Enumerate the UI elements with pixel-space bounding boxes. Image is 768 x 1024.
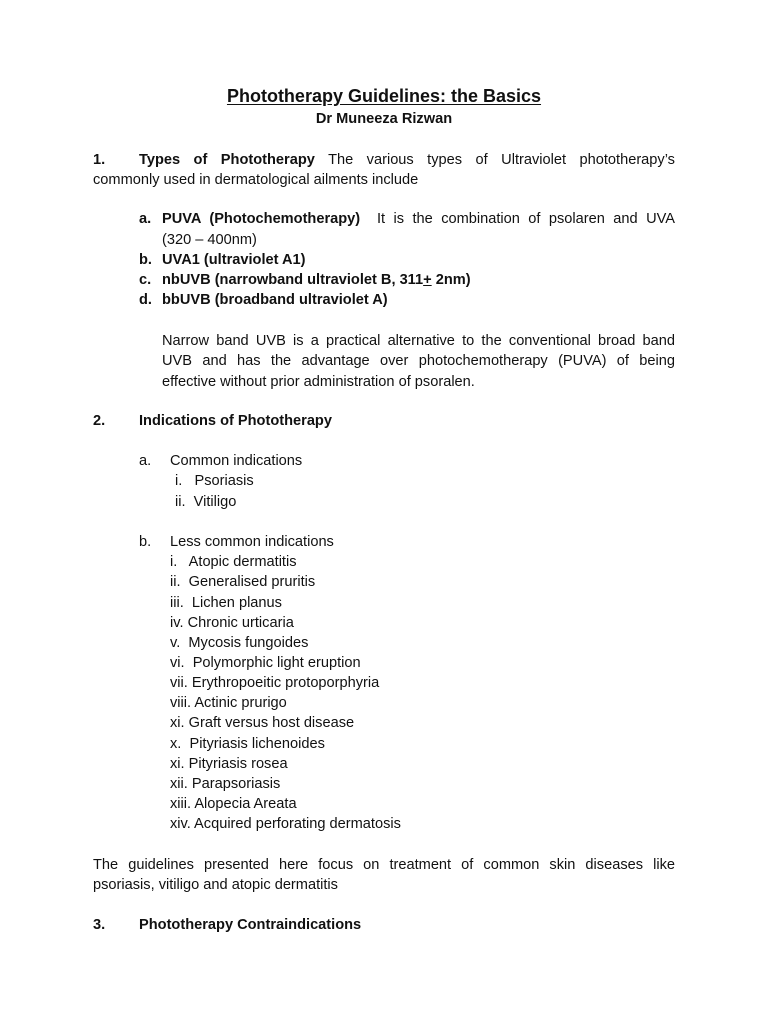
less-common-indication-item: v. Mycosis fungoides xyxy=(170,635,309,651)
item-d-text: bbUVB (broadband ultraviolet A) xyxy=(162,292,388,308)
item-a-cont: (320 – 400nm) xyxy=(162,232,257,248)
closing-paragraph-line2: psoriasis, vitiligo and atopic dermatitis xyxy=(93,877,338,893)
item-c-plus: + xyxy=(423,272,432,288)
document-title: Phototherapy Guidelines: the Basics xyxy=(226,86,542,106)
less-common-indication-item: iv. Chronic urticaria xyxy=(170,615,294,631)
less-common-indication-item: i. Atopic dermatitis xyxy=(170,554,297,570)
nbuvb-paragraph-line1: Narrow band UVB is a practical alternative to the conventional broad band xyxy=(162,333,675,349)
item-b-letter: b. xyxy=(139,252,152,268)
item-c-post: 2nm) xyxy=(431,272,471,288)
section-2-number: 2. xyxy=(93,413,106,429)
item-c-text xyxy=(162,271,471,289)
section-1-intro-text: The various types of Ultraviolet phototherapy’s xyxy=(328,152,675,168)
section-1-heading: Types of Phototherapy xyxy=(139,152,315,168)
less-common-indication-item: xi. Graft versus host disease xyxy=(170,715,355,731)
nbuvb-paragraph-line2: UVB and has the advantage over photochemotherapy (PUVA) of being xyxy=(162,353,675,369)
item-a-rest: It is the combination of psolaren and UVA xyxy=(377,211,675,227)
nbuvb-paragraph-line3: effective without prior administration of psoralen. xyxy=(162,374,475,390)
less-common-indication-item: xi. Pityriasis rosea xyxy=(170,756,288,772)
item-c-pre: nbUVB (narrowband ultraviolet B, 311 xyxy=(162,272,424,288)
item-c-letter: c. xyxy=(139,272,152,288)
section-3-heading: Phototherapy Contraindications xyxy=(139,917,362,933)
item-a-bold: PUVA (Photochemotherapy) xyxy=(162,211,361,227)
common-indication-item: i. Psoriasis xyxy=(175,473,254,489)
less-common-indication-item: iii. Lichen planus xyxy=(170,595,282,611)
common-indication-item: ii. Vitiligo xyxy=(175,494,237,510)
closing-paragraph-line1: The guidelines presented here focus on treatment of common skin diseases like xyxy=(93,857,675,873)
item-d-letter: d. xyxy=(139,292,152,308)
sub-b-label: b. xyxy=(139,534,152,550)
section-3-number: 3. xyxy=(93,917,106,933)
sub-b-text: Less common indications xyxy=(170,534,334,550)
less-common-indication-item: xiv. Acquired perforating dermatosis xyxy=(170,816,401,832)
section-1-intro-line2: commonly used in dermatological ailments include xyxy=(93,172,419,188)
less-common-indication-item: viii. Actinic prurigo xyxy=(170,695,287,711)
item-a-letter: a. xyxy=(139,211,152,227)
document-author: Dr Muneeza Rizwan xyxy=(315,111,453,127)
section-1-number: 1. xyxy=(93,152,106,168)
section-2-heading: Indications of Phototherapy xyxy=(139,413,332,429)
item-a-line1 xyxy=(162,210,675,228)
sub-a-label: a. xyxy=(139,453,152,469)
less-common-indication-item: ii. Generalised pruritis xyxy=(170,574,316,590)
less-common-indication-item: xiii. Alopecia Areata xyxy=(170,796,297,812)
less-common-indication-item: x. Pityriasis lichenoides xyxy=(170,736,325,752)
less-common-indication-item: vii. Erythropoeitic protoporphyria xyxy=(170,675,380,691)
item-b-text: UVA1 (ultraviolet A1) xyxy=(162,252,306,268)
less-common-indication-item: vi. Polymorphic light eruption xyxy=(170,655,361,671)
less-common-indication-item: xii. Parapsoriasis xyxy=(170,776,281,792)
section-1-intro-line1 xyxy=(139,151,675,169)
sub-a-text: Common indications xyxy=(170,453,303,469)
